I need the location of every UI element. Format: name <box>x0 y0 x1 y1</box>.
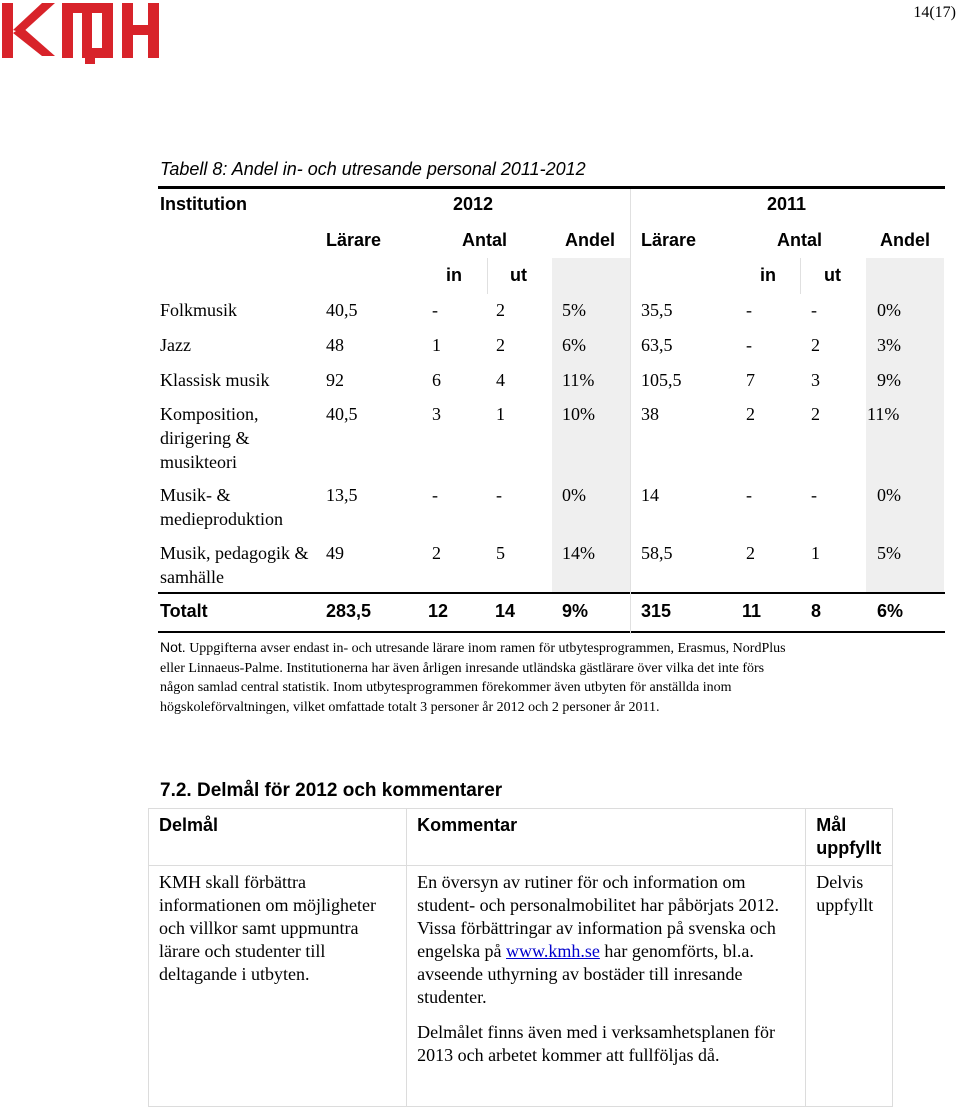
header-year-2012: 2012 <box>453 194 494 214</box>
cell-larare-2011: 35,5 <box>641 300 673 320</box>
cell-ut-2011: 3 <box>811 370 820 390</box>
cell-in-2011: 2 <box>746 543 755 563</box>
cell-in-2012: 6 <box>432 370 441 390</box>
cell-larare-2011: 105,5 <box>641 370 682 390</box>
total-in-2011: 11 <box>742 601 762 621</box>
goals-table <box>148 808 893 1107</box>
total-andel-2012: 9% <box>562 601 589 621</box>
cell-delmal: KMH skall förbättra informationen om möjligheter och villkor samt uppmuntra lärare och studenter till deltagande i utbyten. <box>149 866 407 1107</box>
cell-larare-2012: 40,5 <box>326 300 358 320</box>
header-year-2011: 2011 <box>767 194 807 214</box>
cell-andel-2012: 14% <box>562 543 595 563</box>
row-name: Musik- & medieproduktion <box>160 485 283 529</box>
header-antal-2011: Antal <box>777 230 822 250</box>
header-in-2011: in <box>760 265 776 285</box>
row-name: Komposition, dirigering & musikteori <box>160 404 259 472</box>
cell-andel-2012: 11% <box>562 370 595 390</box>
cell-andel-2012: 5% <box>562 300 586 320</box>
header-andel-2012: Andel <box>565 230 616 250</box>
cell-larare-2011: 14 <box>641 485 659 505</box>
kommentar-paragraph-1 <box>417 871 795 1009</box>
cell-larare-2012: 13,5 <box>326 485 358 505</box>
bottom-rule <box>158 631 945 633</box>
cell-in-2011: - <box>746 335 752 355</box>
cell-ut-2012: 2 <box>496 335 505 355</box>
cell-andel-2012: 0% <box>562 485 586 505</box>
header-andel-2011: Andel <box>880 230 931 250</box>
header-larare-2011: Lärare <box>641 230 697 250</box>
goals-row <box>149 866 893 1107</box>
cell-larare-2011: 58,5 <box>641 543 673 563</box>
cell-in-2012: - <box>432 300 438 320</box>
cell-in-2011: - <box>746 300 752 320</box>
total-label: Totalt <box>160 601 208 621</box>
header-delmal: Delmål <box>149 809 407 866</box>
header-antal-2012: Antal <box>462 230 507 250</box>
header-larare-2012: Lärare <box>326 230 382 250</box>
cell-andel-2011: 3% <box>877 335 901 355</box>
cell-ut-2011: - <box>811 300 817 320</box>
kmh-logo <box>0 0 170 70</box>
row-name: Folkmusik <box>160 300 238 320</box>
header-ut-2011: ut <box>824 265 841 285</box>
header-ut-2012: ut <box>510 265 527 285</box>
cell-in-2011: - <box>746 485 752 505</box>
cell-larare-2012: 40,5 <box>326 404 358 424</box>
in-ut-divider-2011 <box>800 258 801 294</box>
cell-in-2012: 3 <box>432 404 441 424</box>
top-rule <box>158 186 945 189</box>
kmh-link[interactable]: www.kmh.se <box>506 941 600 961</box>
header-in-2012: in <box>446 265 462 285</box>
cell-ut-2012: - <box>496 485 502 505</box>
table-note <box>160 638 790 717</box>
cell-in-2012: - <box>432 485 438 505</box>
cell-ut-2011: 2 <box>811 404 820 424</box>
header-kommentar: Kommentar <box>407 809 806 866</box>
total-rule <box>158 592 945 594</box>
cell-kommentar <box>407 866 806 1107</box>
cell-andel-2012: 10% <box>562 404 595 424</box>
cell-ut-2011: 1 <box>811 543 820 563</box>
row-name: Klassisk musik <box>160 370 270 390</box>
kommentar-text: En översyn av rutiner för och information om student- och personalmobilitet har påbörjats 2012. Vissa förbättringar av information på svenska och engelska på <box>417 872 779 961</box>
cell-larare-2012: 48 <box>326 335 344 355</box>
kommentar-text: har genomförts, bl.a. avseende uthyrning av bostäder till inresande studenter. <box>417 941 754 1007</box>
cell-andel-2011: 11% <box>867 404 900 424</box>
section-heading: 7.2. Delmål för 2012 och kommentarer <box>160 780 503 801</box>
cell-andel-2011: 5% <box>877 543 901 563</box>
goals-header-row <box>149 809 893 866</box>
cell-in-2011: 7 <box>746 370 755 390</box>
header-mal-uppfyllt: Mål uppfyllt <box>806 809 893 866</box>
year-divider <box>630 189 631 634</box>
total-ut-2011: 8 <box>811 601 822 621</box>
cell-in-2012: 1 <box>432 335 441 355</box>
cell-ut-2011: 2 <box>811 335 820 355</box>
header-institution: Institution <box>160 194 247 214</box>
row-name: Jazz <box>160 335 191 355</box>
kommentar-paragraph-2: Delmålet finns även med i verksamhetsplanen för 2013 och arbetet kommer att fullföljas då. <box>417 1022 775 1065</box>
cell-in-2012: 2 <box>432 543 441 563</box>
cell-ut-2012: 2 <box>496 300 505 320</box>
table-caption: Tabell 8: Andel in- och utresande personal 2011-2012 <box>160 159 586 179</box>
cell-ut-2012: 1 <box>496 404 505 424</box>
in-ut-divider-2012 <box>487 258 488 294</box>
total-larare-2011: 315 <box>641 601 672 621</box>
total-larare-2012: 283,5 <box>326 601 372 621</box>
total-ut-2012: 14 <box>495 601 516 621</box>
cell-ut-2012: 5 <box>496 543 505 563</box>
total-in-2012: 12 <box>428 601 449 621</box>
cell-andel-2011: 9% <box>877 370 901 390</box>
row-name: Musik, pedagogik & samhälle <box>160 543 309 587</box>
cell-larare-2012: 92 <box>326 370 344 390</box>
cell-ut-2012: 4 <box>496 370 505 390</box>
cell-andel-2011: 0% <box>877 485 901 505</box>
cell-andel-2012: 6% <box>562 335 586 355</box>
cell-in-2011: 2 <box>746 404 755 424</box>
cell-larare-2011: 63,5 <box>641 335 673 355</box>
cell-larare-2012: 49 <box>326 543 344 563</box>
note-label: Not. <box>160 639 186 655</box>
total-andel-2011: 6% <box>877 601 904 621</box>
cell-andel-2011: 0% <box>877 300 901 320</box>
note-text: Uppgifterna avser endast in- och utresande lärare inom ramen för utbytesprogrammen, Erasmus, NordPlus eller Linnaeus-Palme. Institutionerna har även årligen inresande utländska gästlärare över vilka det inte förs någon samlad central statistik. Inom utbytesprogrammen förekommer även utbyten för anställda inom högskoleförvaltningen, vilket omfattade totalt 3 personer år 2012 och 2 personer år 2011. <box>160 641 786 715</box>
page-number: 14(17) <box>913 4 956 21</box>
cell-larare-2011: 38 <box>641 404 659 424</box>
cell-mal-uppfyllt: Delvis uppfyllt <box>806 866 893 1107</box>
cell-ut-2011: - <box>811 485 817 505</box>
